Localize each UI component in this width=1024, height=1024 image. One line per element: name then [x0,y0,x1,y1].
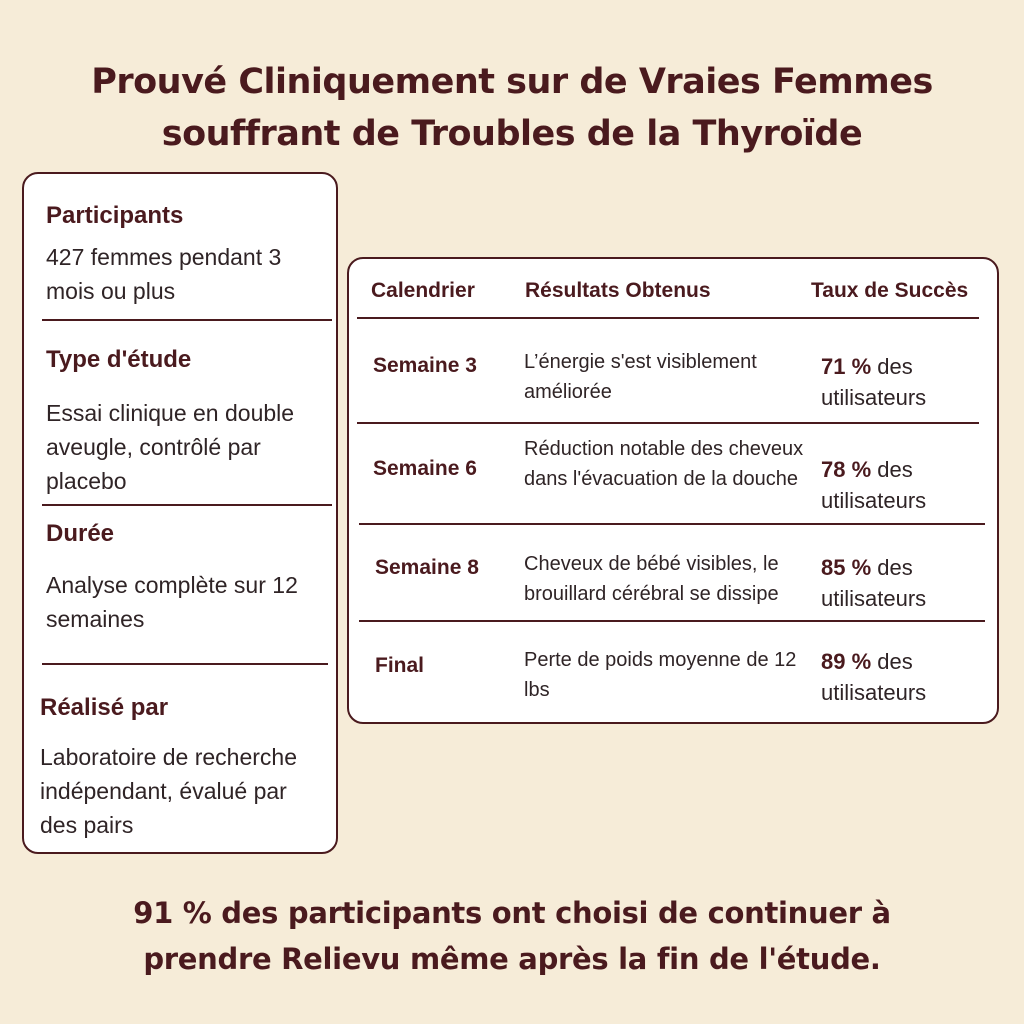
results-table [347,257,999,724]
row-rate [821,454,991,516]
header-success-rate: Taux de Succès [811,279,969,302]
conducted-by-text: Laboratoire de recherche indépendant, évalué par des pairs [40,744,297,838]
participants-text: 427 femmes pendant 3 mois ou plus [46,244,282,304]
study-type-section [24,346,336,498]
title-line-1: Prouvé Cliniquement sur de Vraies Femmes [91,62,933,102]
row-rate-suffix: des utilisateurs [821,555,927,611]
participants-heading: Participants [46,202,184,229]
row-divider [357,422,979,424]
row-rate [821,552,991,614]
row-result: Cheveux de bébé visibles, le brouillard cérébral se dissipe [524,553,779,605]
row-result: Perte de poids moyenne de 12 lbs [524,649,797,701]
title-line-2: souffrant de Troubles de la Thyroïde [161,114,863,154]
row-rate-suffix: des utilisateurs [821,457,927,513]
divider [42,663,328,665]
footer-line-1: 91 % des participants ont choisi de continuer à [133,896,891,930]
participants-section [24,202,336,308]
duration-section [24,520,336,636]
row-rate-value: 78 % [821,457,872,482]
conducted-by-section [24,694,336,842]
row-week: Semaine 8 [375,556,479,579]
row-divider [359,523,985,525]
row-rate-suffix: des utilisateurs [821,649,927,705]
row-rate [821,351,991,413]
row-week: Semaine 6 [373,457,477,480]
duration-text: Analyse complète sur 12 semaines [46,572,298,632]
row-rate-value: 85 % [821,555,872,580]
row-rate-value: 71 % [821,354,872,379]
row-result: L’énergie s'est visiblement améliorée [524,351,757,403]
header-divider [357,317,979,319]
header-calendar: Calendrier [371,279,475,302]
divider [42,504,332,506]
study-type-text: Essai clinique en double aveugle, contrôlé par placebo [46,400,295,494]
row-rate-value: 89 % [821,649,872,674]
row-result: Réduction notable des cheveux dans l'évacuation de la douche [524,438,804,490]
header-results: Résultats Obtenus [525,279,711,302]
footer-line-2: prendre Relievu même après la fin de l'étude. [143,942,881,976]
duration-heading: Durée [46,520,115,547]
divider [42,319,332,321]
study-type-heading: Type d'étude [46,346,192,373]
row-week: Final [375,654,425,677]
page-title [0,56,1024,160]
row-rate [821,646,991,708]
study-info-card [22,172,338,854]
conducted-by-heading: Réalisé par [40,694,169,721]
footer-statement [0,890,1024,982]
row-week: Semaine 3 [373,354,477,377]
row-rate-suffix: des utilisateurs [821,354,927,410]
row-divider [359,620,985,622]
